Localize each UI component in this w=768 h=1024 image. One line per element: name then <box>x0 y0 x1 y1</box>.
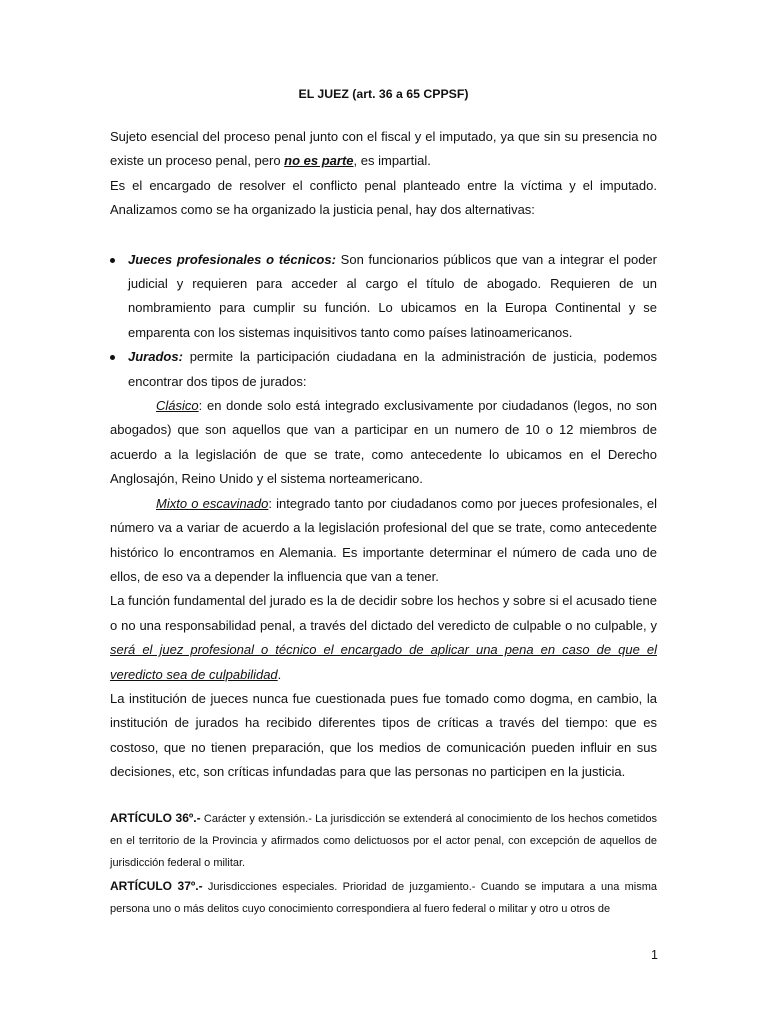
jury-type-label: Clásico <box>156 398 199 414</box>
function-emphasis: será el juez profesional o técnico el encargado de aplicar una pena en caso de que el veredicto sea de culpabilidad <box>110 642 657 682</box>
article-37 <box>110 875 657 921</box>
article-text: Carácter y extensión.- La jurisdicción se extenderá al conocimiento de los hechos cometidos en el territorio de la Provincia y afirmados como delictuosos por el actor penal, con excepción de aquellos de jurisdicción federal o militar. <box>110 812 658 870</box>
intro-text-b: , es impartial. <box>353 153 431 169</box>
function-text-a: La función fundamental del jurado es la de decidir sobre los hechos y sobre si el acusado tiene o no una responsabilidad penal, a través del dictado del veredicto de culpable o no culpable, y <box>110 593 657 633</box>
document-title: EL JUEZ (art. 36 a 65 CPPSF) <box>298 87 469 101</box>
no-es-parte-emphasis: no es parte <box>284 153 354 169</box>
jury-type-label: Mixto o escavinado <box>156 495 269 511</box>
jury-type-mixto <box>110 492 657 590</box>
bullet-dot-icon <box>110 258 115 263</box>
jury-type-text: : en donde solo está integrado exclusivamente por ciudadanos (legos, no son abogados) que son aquellos que van a participar en un numero de 10 o 12 miembros de acuerdo a la legislación de que se trate, como antecedente lo ubicamos en el Derecho Anglosajón, Reino Unido y el sistema norteamericano. <box>110 398 657 487</box>
article-label: ARTÍCULO 36º.- <box>110 810 201 825</box>
spacer <box>110 223 657 248</box>
bullet-jueces-profesionales <box>110 248 657 346</box>
intro-paragraph-2: Es el encargado de resolver el conflicto penal planteado entre la víctima y el imputado. Analizamos como se ha organizado la justicia penal, hay dos alternativas: <box>110 177 657 218</box>
bullet-label: Jurados: <box>128 349 183 365</box>
bullet-text: Son funcionarios públicos que van a integrar el poder judicial y requieren para acceder al cargo el título de abogado. Requieren de un nombramiento para cumplir su función. Lo ubicamos en la Europa Continental y se emparenta con los sistemas inquisitivos tanto como países latinoamericanos. <box>128 251 657 340</box>
intro-text-a: Sujeto esencial del proceso penal junto con el fiscal y el imputado, ya que sin su presencia no existe un proceso penal, pero <box>110 129 657 169</box>
bullet-dot-icon <box>110 355 115 360</box>
bullet-label: Jueces profesionales o técnicos: <box>128 251 336 267</box>
article-label: ARTÍCULO 37º.- <box>110 878 203 893</box>
article-text: Jurisdicciones especiales. Prioridad de juzgamiento.- Cuando se imputara a una misma persona uno o más delitos cuyo conocimiento correspondiera al fuero federal o militar y otro u otros de <box>110 880 658 916</box>
institution-paragraph: La institución de jueces nunca fue cuestionada pues fue tomado como dogma, en cambio, la institución de jurados ha recibido diferentes tipos de críticas a través del tiempo: que es costoso, que no tienen preparación, que los medios de comunicación pueden influir en sus decisiones, etc, son críticas infundadas para que las personas no participen en la justicia. <box>110 690 657 780</box>
document-body <box>110 86 657 921</box>
function-text-b: . <box>277 666 282 682</box>
spacer <box>110 785 657 807</box>
intro-paragraph-1 <box>110 125 657 174</box>
bullet-text: permite la participación ciudadana en la administración de justicia, podemos encontrar dos tipos de jurados: <box>128 349 657 389</box>
jury-type-clasico <box>110 394 657 492</box>
page-number: 1 <box>651 948 658 962</box>
bullet-jurados <box>110 345 657 394</box>
jury-function-paragraph <box>110 589 657 687</box>
article-36 <box>110 807 657 875</box>
jury-type-text: : integrado tanto por ciudadanos como por jueces profesionales, el número va a variar de acuerdo a la legislación profesional del que se trate, como antecedente histórico lo encontramos en Alemania. Es importante determinar el número de cada uno de ellos, de eso va a depender la influencia que van a tener. <box>110 495 657 584</box>
